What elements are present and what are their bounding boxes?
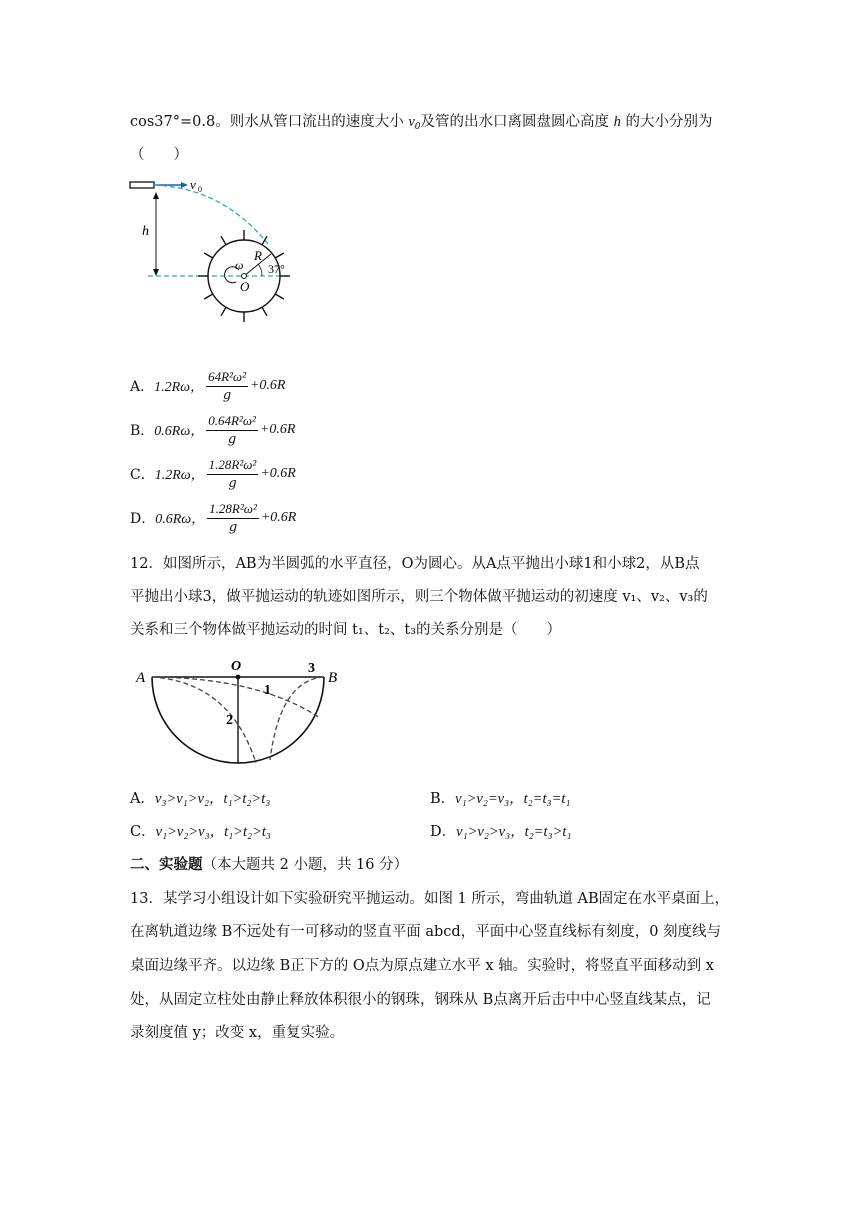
omega-label: ω <box>235 258 244 272</box>
option-text: v₃>v₁>v₂，t₁>t₂>t₃ <box>154 791 271 807</box>
option-letter: D． <box>130 511 156 527</box>
section-note: （本大题共 2 小题，共 16 分） <box>202 857 409 873</box>
h-arrow-top <box>153 192 159 199</box>
option-tail: +0.6R <box>260 466 296 481</box>
O-label: O <box>231 659 242 674</box>
fraction-den: g <box>228 475 237 491</box>
q11-v0: v <box>408 114 415 130</box>
option-letter: C． <box>130 824 156 840</box>
fraction <box>206 412 258 449</box>
fraction-den: g <box>227 431 237 447</box>
option-first: 0.6Rω， <box>154 424 205 439</box>
v0-sub-label: 0 <box>198 185 202 194</box>
fraction <box>206 368 248 405</box>
q11-h: h <box>613 114 621 130</box>
q12-line2: 平抛出小球3，做平抛运动的轨迹如图所示，则三个物体做平抛运动的初速度 v₁、v₂、v₃的 <box>130 589 708 605</box>
q13-line: 桌面边缘平齐。以边缘 B正下方的 O点为原点建立水平 x 轴。实验时，将竖直平面移动到 x <box>130 958 714 974</box>
q13-line: 13．某学习小组设计如下实验研究平抛运动。如图 1 所示，弯曲轨道 AB固定在水平桌面上， <box>130 891 730 907</box>
section-title: 二、实验题 <box>130 856 203 873</box>
q13-line: 处，从固定立柱处由静止释放体积很小的钢珠，钢珠从 B点离开后击中中心竖直线某点，记 <box>130 992 711 1008</box>
fraction-num: 0.64R²ω² <box>206 412 258 431</box>
q11-option-a[interactable] <box>130 364 296 408</box>
h-label: h <box>142 224 149 239</box>
fraction-den: g <box>228 519 238 535</box>
A-label: A <box>136 670 146 686</box>
option-first: 1.2Rω， <box>154 380 205 395</box>
center-O <box>236 675 241 680</box>
q11-option-c[interactable] <box>130 452 296 496</box>
q13-line: 在离轨道边缘 B不远处有一可移动的竖直平面 abcd，平面中心竖直线标有刻度，0 刻度线与 <box>130 924 722 940</box>
q11-options <box>130 364 296 540</box>
label-2: 2 <box>226 713 233 728</box>
option-text: v₁>v₂>v₃，t₂=t₃>t₁ <box>456 824 572 840</box>
q11-line1-end: 的大小分别为 <box>620 114 713 130</box>
fraction-den: g <box>222 387 232 403</box>
q11-paren: （ ） <box>130 147 188 163</box>
option-letter: A． <box>130 791 155 807</box>
q11-v0-sub: 0 <box>414 122 421 132</box>
q12-line3: 关系和三个物体做平抛运动的时间 t₁、t₂、t₃的关系分别是（ ） <box>130 622 562 638</box>
trajectory <box>154 185 268 244</box>
q11-line1-post: 及管的出水口离圆盘圆心高度 <box>420 114 614 130</box>
option-first: 1.2Rω， <box>154 468 205 483</box>
option-tail: +0.6R <box>259 422 296 437</box>
option-letter: A． <box>130 379 155 395</box>
q12-line1: 12．如图所示，AB为半圆弧的水平直径，O为圆心。从A点平抛出小球1和小球2，从B点 <box>130 556 700 572</box>
center-point <box>242 274 247 279</box>
option-tail: +0.6R <box>260 510 297 525</box>
q11-option-d[interactable] <box>130 496 296 540</box>
option-letter: B． <box>430 791 456 807</box>
q12-figure <box>130 656 355 772</box>
section-heading <box>130 855 408 875</box>
pipe <box>130 182 154 188</box>
fraction <box>207 500 259 537</box>
trajectory-1 <box>152 677 320 718</box>
label-1: 1 <box>264 683 271 698</box>
h-arrow-bottom <box>153 269 159 276</box>
fraction-num: 64R²ω² <box>206 368 248 387</box>
q11-figure <box>128 172 308 322</box>
option-letter: B． <box>130 423 155 439</box>
fraction <box>207 456 259 493</box>
q11-line1 <box>130 112 712 137</box>
q12-option-a[interactable] <box>130 789 270 809</box>
O-label: O <box>240 279 250 294</box>
fraction-num: 1.28R²ω² <box>207 456 259 475</box>
q13-line: 录刻度值 y；改变 x，重复实验。 <box>130 1025 345 1041</box>
q11-line1-pre: cos37°=0.8。则水从管口流出的速度大小 <box>130 114 409 130</box>
option-first: 0.6Rω， <box>155 512 206 527</box>
fraction-num: 1.28R²ω² <box>207 500 259 519</box>
q11-option-b[interactable] <box>130 408 296 452</box>
option-letter: C． <box>130 467 155 483</box>
q12-option-c[interactable] <box>130 822 271 842</box>
option-letter: D． <box>430 824 457 840</box>
q12-option-b[interactable] <box>430 789 570 809</box>
angle-arc <box>258 264 262 276</box>
option-tail: +0.6R <box>249 378 286 393</box>
option-text: v₁>v₂>v₃，t₁>t₂>t₃ <box>155 824 271 840</box>
trajectory-3 <box>270 677 324 760</box>
label-3: 3 <box>308 661 315 676</box>
v0-label: v <box>190 177 196 192</box>
option-text: v₁>v₂=v₃，t₂=t₃=t₁ <box>455 791 571 807</box>
q12-option-d[interactable] <box>430 822 571 842</box>
trajectory-2 <box>152 677 256 763</box>
angle-label: 37° <box>268 262 285 276</box>
R-label: R <box>254 248 262 263</box>
B-label: B <box>328 670 338 686</box>
v0-arrowhead <box>181 182 188 188</box>
